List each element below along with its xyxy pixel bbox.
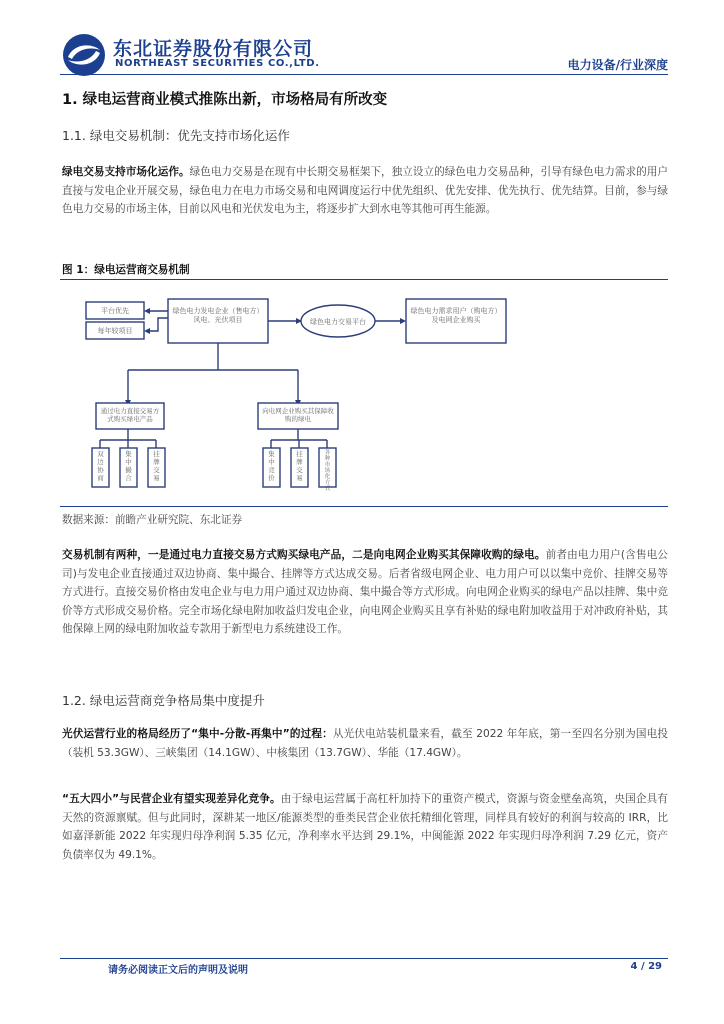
trading-mechanism-diagram xyxy=(70,288,670,504)
paragraph-differentiated-competition xyxy=(62,790,668,864)
paragraph-lead: 光伏运营行业的格局经历了“集中-分散-再集中”的过程： xyxy=(62,728,333,740)
box-market-label: 每年较项目 xyxy=(97,327,133,335)
leaf-listing-trade-right: 挂牌交易 xyxy=(291,448,308,487)
leaf-centralized-bidding: 集中竞价 xyxy=(263,448,280,487)
paragraph-lead: 交易机制有两种，一是通过电力直接交易方式购买绿电产品，二是向电网企业购买其保障收购的绿电。 xyxy=(62,549,546,561)
paragraph-pv-concentration xyxy=(62,725,668,762)
paragraph-body: 从光伏电站装机量来看，截至 2022 年年底，第一至四名分别为国电投（装机 53.3GW）、三峡集团（14.1GW）、中核集团（13.7GW）、华能（17.4GW）。 xyxy=(62,728,668,759)
box-buyers-label: 绿色电力需求用户（购电方） 及电网企业购买 xyxy=(410,307,502,324)
paragraph-lead: “五大四小”与民营企业有望实现差异化竞争。 xyxy=(62,793,281,805)
header-divider xyxy=(60,74,668,75)
section-title: 1. 绿电运营商业模式推陈出新，市场格局有所改变 xyxy=(62,92,388,108)
report-type: 电力设备/行业深度 xyxy=(567,58,668,72)
subsection-title-1-2: 1.2. 绿电运营商竞争格局集中度提升 xyxy=(62,693,265,708)
footer-divider xyxy=(60,958,668,959)
figure-title: 图 1：绿电运营商交易机制 xyxy=(62,264,190,276)
company-logo xyxy=(62,33,106,77)
leaf-centralized-matching: 集中撮合 xyxy=(120,448,137,487)
leaf-listing-trade-left: 挂牌交易 xyxy=(148,448,165,487)
footer-disclaimer: 请务必阅读正文后的声明及说明 xyxy=(108,965,248,976)
box-platform-label: 绿色电力交易平台 xyxy=(310,318,366,326)
leaf-bilateral: 双边协商 xyxy=(92,448,109,487)
paragraph-trading-mechanisms xyxy=(62,546,668,639)
box-pilot-label: 平台优先 xyxy=(101,307,129,315)
paragraph-green-trading xyxy=(62,163,668,219)
figure-source: 数据来源：前瞻产业研究院、东北证券 xyxy=(62,514,243,526)
box-grid-label: 向电网企业购买其保障收购的绿电 xyxy=(262,407,334,423)
company-name-en: NORTHEAST SECURITIES CO.,LTD. xyxy=(115,58,320,69)
paragraph-body: 前者由电力用户(含售电公司)与发电企业直接通过双边协商、集中撮合、挂牌等方式达成交易。后者省级电网企业、电力用户可以以集中竞价、挂牌交易等方式进行。直接交易价格由发电企业与电力用户通过双边协商、集中撮合等方式形成。向电网企业购买的绿电产品以挂牌、集中竞价等方式形成交易价格。完全市场化绿电附加收益归发电企业，向电网企业购买且享有补贴的绿电附加收益用于对冲政府补贴，其他保障上网的绿电附加收益专款用于新型电力系统建设工作。 xyxy=(62,549,668,635)
paragraph-lead: 绿电交易支持市场化运作。 xyxy=(62,166,190,178)
box-generators-label: 绿色电力发电企业（售电方） 风电、光伏项目 xyxy=(172,307,264,324)
page-number: 4 / 29 xyxy=(630,961,662,972)
paragraph-body: 由于绿电运营属于高杠杆加持下的重资产模式，资源与资金壁垒高筑，央国企具有天然的资源禀赋。但与此同时，深耕某一地区/能源类型的垂类民营企业依托精细化管理，同样具有较好的利润与较高的 IRR，比如嘉泽新能 2022 年实现归母净利润 5.35 亿元，净利率水平达到 29.1%，中闽能源 2022 年实现归母净利润 7.29 亿元，资产负债率仅为 49.1%。 xyxy=(62,793,668,861)
figure-top-rule xyxy=(60,279,668,280)
figure-bottom-rule xyxy=(60,506,668,507)
subsection-title-1-1: 1.1. 绿电交易机制：优先支持市场化运作 xyxy=(62,128,290,143)
paragraph-body: 绿色电力交易是在现有中长期交易框架下，独立设立的绿色电力交易品种，引导有绿色电力需求的用户直接与发电企业开展交易，绿色电力在电力市场交易和电网调度运行中优先组织、优先安排、优先执行、优先结算。目前，参与绿色电力交易的市场主体，目前以风电和光伏发电为主，将逐步扩大到水电等其他可再生能源。 xyxy=(62,166,669,215)
box-direct-label: 通过电力直接交易方式购买绿电产品 xyxy=(100,407,160,423)
leaf-market-methods: 各种市场化方式 xyxy=(319,448,336,487)
company-name-cn: 东北证券股份有限公司 xyxy=(113,38,314,60)
